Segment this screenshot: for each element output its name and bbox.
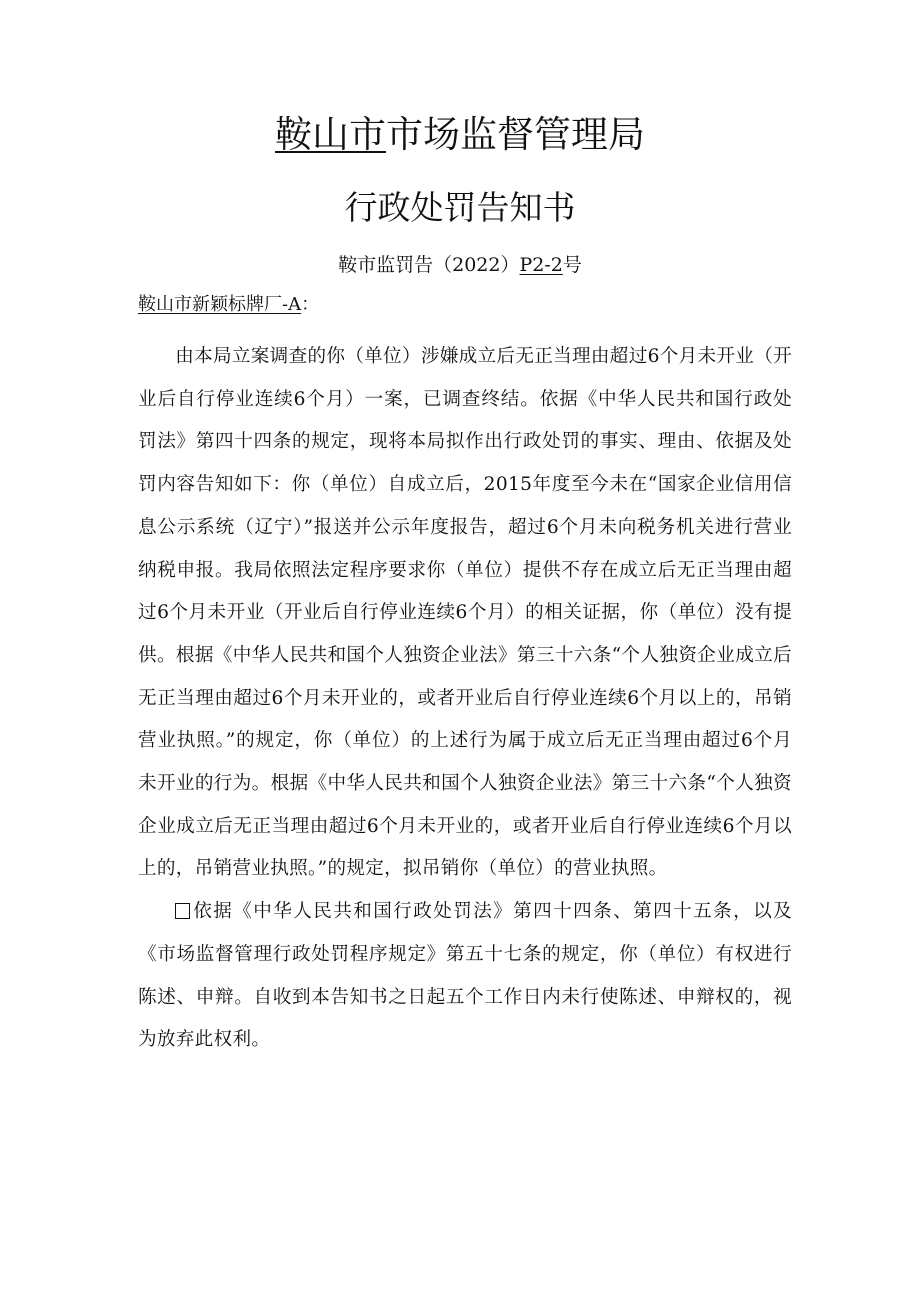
addressee-name: 鞍山市新颖标牌厂-A (138, 294, 302, 315)
notice-rights-text: 依据《中华人民共和国行政处罚法》第四十四条、第四十五条，以及《市场监督管理行政处罚程序规定》第五十七条的规定，你（单位）有权进行陈述、申辩。自收到本告知书之日起五个工作日内未行使陈述、申辩权的，视为放弃此权利。 (138, 901, 792, 1051)
notice-body (138, 336, 792, 1062)
notice-main-paragraph: 由本局立案调查的你（单位）涉嫌成立后无正当理由超过6个月未开业（开业后自行停业连续6个月）一案，已调查终结。依据《中华人民共和国行政处罚法》第四十四条的规定，现将本局拟作出行政处罚的事实、理由、依据及处罚内容告知如下：你（单位）自成立后，2015年度至今未在“国家企业信用信息公示系统（辽宁）”报送并公示年度报告，超过6个月未向税务机关进行营业纳税申报。我局依照法定程序要求你（单位）提供不存在成立后无正当理由超过6个月未开业（开业后自行停业连续6个月）的相关证据，你（单位）没有提供。根据《中华人民共和国个人独资企业法》第三十六条“个人独资企业成立后无正当理由超过6个月未开业的，或者开业后自行停业连续6个月以上的，吊销营业执照。”的规定，你（单位）的上述行为属于成立后无正当理由超过6个月未开业的行为。根据《中华人民共和国个人独资企业法》第三十六条“个人独资企业成立后无正当理由超过6个月未开业的，或者开业后自行停业连续6个月以上的，吊销营业执照。”的规定，拟吊销你（单位）的营业执照。 (138, 346, 792, 880)
authority-bureau: 市场监督管理局 (386, 113, 645, 156)
authority-city: 鞍山市 (275, 113, 386, 156)
addressee (138, 290, 319, 320)
addressee-colon: ： (301, 294, 320, 315)
document-number-serial: P2-2 (519, 254, 563, 276)
document-number-suffix: 号 (562, 254, 582, 276)
notice-rights-paragraph (138, 891, 792, 1062)
document-number (0, 250, 920, 280)
authority-title (0, 110, 920, 160)
document-type-title: 行政处罚告知书 (344, 188, 576, 227)
rights-checkbox-icon[interactable] (175, 903, 190, 919)
document-number-prefix: 鞍市监罚告（2022） (338, 254, 520, 276)
